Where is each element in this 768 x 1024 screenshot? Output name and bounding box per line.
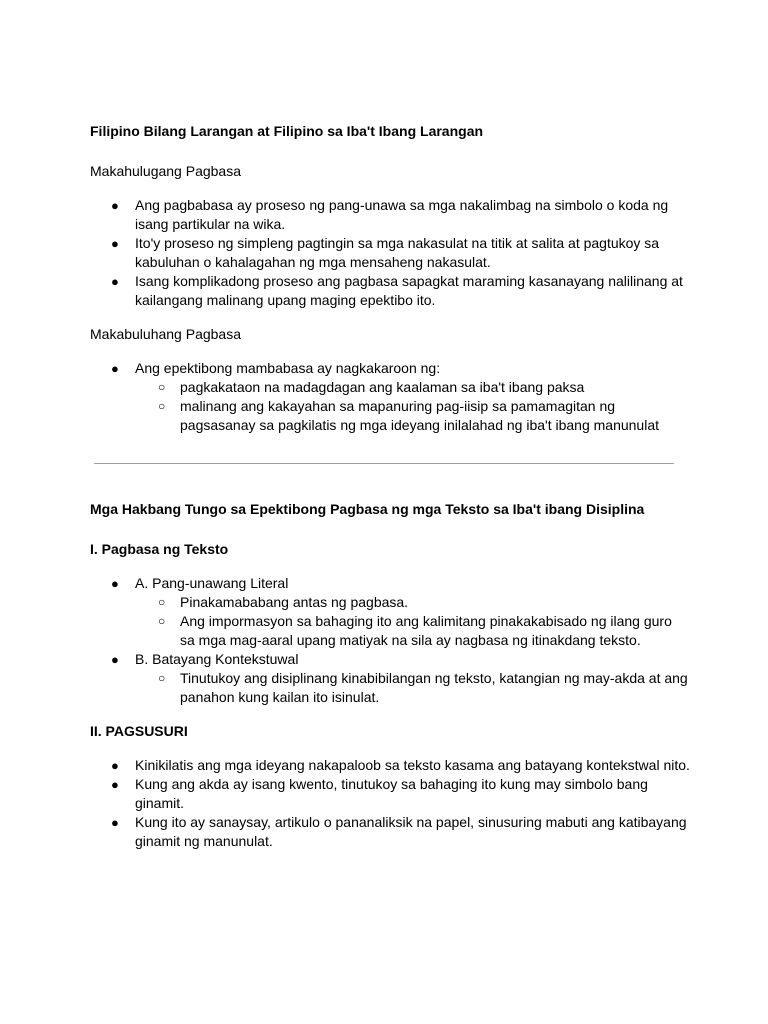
bullet-list — [90, 196, 690, 310]
bullet-icon: ● — [111, 274, 119, 289]
list-item-text: Ang epektibong mambabasa ay nagkakaroon ng: — [135, 360, 441, 376]
list-item-text: A. Pang-unawang Literal — [135, 575, 289, 591]
sub-list-item-text: pagkakataon na madagdagan ang kaalaman sa iba't ibang paksa — [180, 379, 585, 395]
circle-bullet-icon: ○ — [158, 671, 166, 685]
bullet-icon: ● — [111, 198, 119, 213]
bullet-icon: ● — [111, 815, 119, 830]
bullet-list — [90, 359, 690, 435]
bullet-icon: ● — [111, 758, 119, 773]
sub-bullet-list — [135, 669, 690, 707]
list-item-text: B. Batayang Kontekstuwal — [135, 651, 299, 667]
horizontal-divider — [94, 463, 674, 464]
section-title: Filipino Bilang Larangan at Filipino sa Iba't Ibang Larangan — [90, 123, 484, 139]
list-item — [90, 574, 690, 650]
sub-list-item — [135, 397, 690, 435]
list-item-text: Kinikilatis ang mga ideyang nakapaloob sa teksto kasama ang batayang kontekstwal nito. — [135, 757, 690, 773]
list-item — [90, 813, 690, 851]
sub-list-item-text: Pinakamababang antas ng pagbasa. — [180, 594, 409, 610]
list-item — [90, 234, 690, 272]
sub-list-item-text: Ang impormasyon sa bahaging ito ang kalimitang pinakakabisado ng ilang guro sa mga mag-aaral upang matiyak na sila ay nagbasa ng itinakdang teksto. — [180, 613, 672, 648]
list-item-text: Isang komplikadong proseso ang pagbasa sapagkat maraming kasanayang nalilinang at kailangang malinang upang maging epektibo ito. — [135, 273, 683, 308]
bullet-icon: ● — [111, 652, 119, 667]
list-item — [90, 272, 690, 310]
part-heading: II. PAGSUSURI — [90, 723, 188, 739]
section-title: Mga Hakbang Tungo sa Epektibong Pagbasa ng mga Teksto sa Iba't ibang Disiplina — [90, 501, 645, 517]
list-item-text: Ang pagbabasa ay proseso ng pang-unawa sa mga nakalimbag na simbolo o koda ng isang partikular na wika. — [135, 197, 669, 232]
list-item-text: Ito'y proseso ng simpleng pagtingin sa mga nakasulat na titik at salita at pagtukoy sa kabuluhan o kahalagahan ng mga mensaheng nakasulat. — [135, 235, 660, 270]
bullet-list — [90, 574, 690, 707]
circle-bullet-icon: ○ — [158, 595, 166, 609]
circle-bullet-icon: ○ — [158, 380, 166, 394]
sub-bullet-list — [135, 378, 690, 435]
bullet-list — [90, 756, 690, 851]
list-item — [90, 359, 690, 435]
subsection-heading: Makabuluhang Pagbasa — [90, 326, 242, 342]
part-heading: I. Pagbasa ng Teksto — [90, 541, 229, 557]
sub-list-item — [135, 593, 690, 612]
bullet-icon: ● — [111, 777, 119, 792]
list-item — [90, 775, 690, 813]
list-item-text: Kung ang akda ay isang kwento, tinutukoy sa bahaging ito kung may simbolo bang ginamit. — [135, 776, 648, 811]
list-item — [90, 196, 690, 234]
list-item-text: Kung ito ay sanaysay, artikulo o pananaliksik na papel, sinusuring mabuti ang katibayang ginamit ng manunulat. — [135, 814, 687, 849]
bullet-icon: ● — [111, 576, 119, 591]
list-item — [90, 756, 690, 775]
subsection-heading: Makahulugang Pagbasa — [90, 163, 242, 179]
bullet-icon: ● — [111, 361, 119, 376]
sub-list-item — [135, 378, 690, 397]
sub-list-item — [135, 612, 690, 650]
sub-list-item-text: Tinutukoy ang disiplinang kinabibilangan ng teksto, katangian ng may-akda at ang panahon kung kailan ito isinulat. — [180, 670, 688, 705]
sub-list-item — [135, 669, 690, 707]
list-item — [90, 650, 690, 707]
circle-bullet-icon: ○ — [158, 614, 166, 628]
bullet-icon: ● — [111, 236, 119, 251]
sub-bullet-list — [135, 593, 690, 650]
sub-list-item-text: malinang ang kakayahan sa mapanuring pag-iisip sa pamamagitan ng pagsasanay sa pagkilatis ng mga ideyang inilalahad ng iba't ibang manunulat — [180, 398, 660, 433]
circle-bullet-icon: ○ — [158, 399, 166, 413]
